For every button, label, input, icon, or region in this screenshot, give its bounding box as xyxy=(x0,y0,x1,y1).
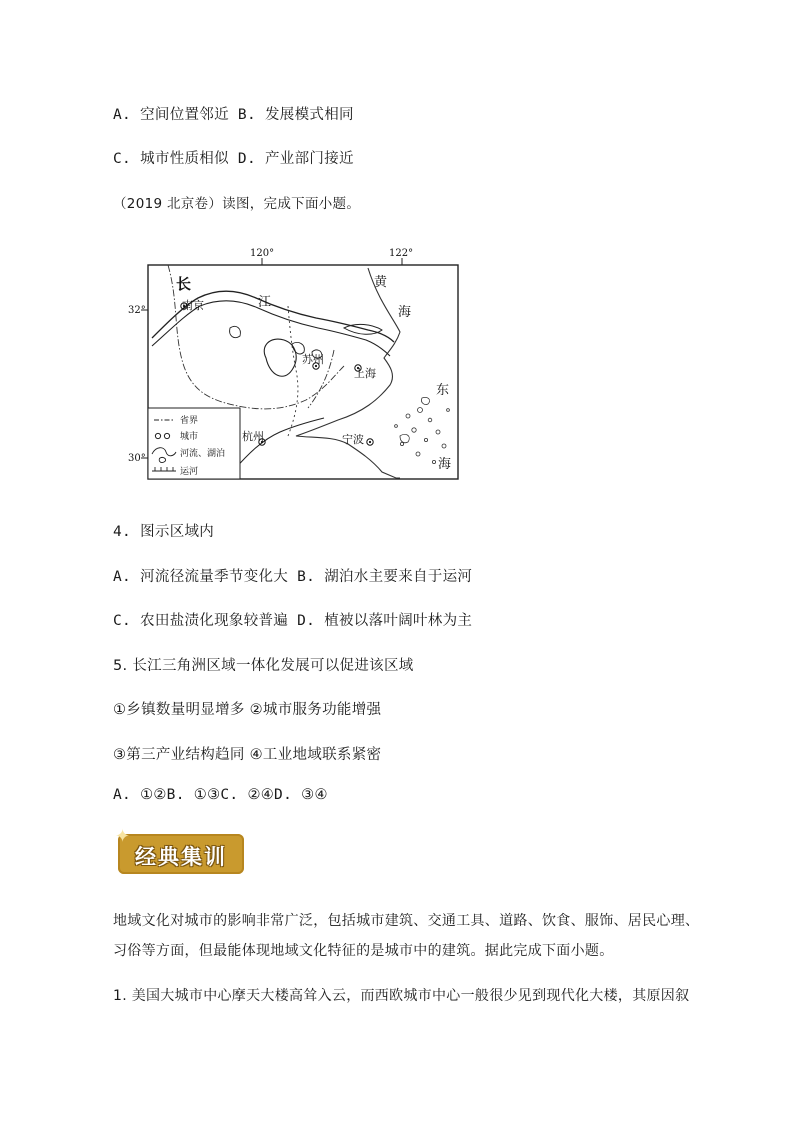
label-huang: 黄 xyxy=(374,275,388,290)
q5-items-1-2: ①乡镇数量明显增多 ②城市服务功能增强 xyxy=(113,702,382,718)
legend-river-label: 河流、湖泊 xyxy=(180,449,226,459)
label-suzhou: 苏州 xyxy=(302,353,324,366)
legend-boundary-label: 省界 xyxy=(180,416,199,426)
lat1-label: 32° xyxy=(128,305,146,316)
q5-options: A. ①②B. ①③C. ②④D. ③④ xyxy=(113,787,328,803)
lat2-label: 30° xyxy=(128,453,146,464)
label-shanghai: 上海 xyxy=(354,367,376,380)
label-hangzhou: 杭州 xyxy=(242,430,264,443)
label-ningbo: 宁波 xyxy=(342,433,364,446)
q4-options-ab: A. 河流径流量季节变化大 B. 湖泊水主要来自于运河 xyxy=(113,569,473,585)
passage-line-2: 习俗等方面，但最能体现地域文化特征的是城市中的建筑。据此完成下面小题。 xyxy=(113,943,614,959)
legend-city-label: 城市 xyxy=(180,432,199,442)
section-banner xyxy=(115,826,244,874)
lon1-label: 120° xyxy=(250,248,275,259)
q-prev-options-cd: C. 城市性质相似 D. 产业部门接近 xyxy=(113,151,354,167)
source-intro: （2019 北京卷）读图，完成下面小题。 xyxy=(113,196,361,212)
yangtze-delta-map xyxy=(128,240,478,488)
label-jiang: 江 xyxy=(258,295,272,310)
lon2-label: 122° xyxy=(389,248,414,259)
q-prev-options-ab: A. 空间位置邻近 B. 发展模式相同 xyxy=(113,107,354,123)
passage-line-1: 地域文化对城市的影响非常广泛，包括城市建筑、交通工具、道路、饮食、服饰、居民心理、 xyxy=(113,913,700,929)
q5-items-3-4: ③第三产业结构趋同 ④工业地域联系紧密 xyxy=(113,747,382,763)
star-icon: ✦ xyxy=(115,826,131,847)
q1-stem: 1. 美国大城市中心摩天大楼高耸入云，而西欧城市中心一般很少见到现代化大楼，其原因叙 xyxy=(113,988,690,1004)
q4-options-cd: C. 农田盐渍化现象较普遍 D. 植被以落叶阔叶林为主 xyxy=(113,613,473,629)
label-dong: 东 xyxy=(436,383,450,398)
label-nanjing: 南京 xyxy=(182,299,204,312)
label-hai-2: 海 xyxy=(438,457,452,472)
label-hai-1: 海 xyxy=(398,305,412,320)
map-figure xyxy=(128,240,478,488)
legend-canal-label: 运河 xyxy=(180,467,199,477)
label-chang: 长 xyxy=(176,275,192,293)
section-title: 经典集训 xyxy=(135,845,227,869)
q4-stem: 4. 图示区域内 xyxy=(113,524,215,540)
q5-stem: 5. 长江三角洲区域一体化发展可以促进该区域 xyxy=(113,658,414,674)
